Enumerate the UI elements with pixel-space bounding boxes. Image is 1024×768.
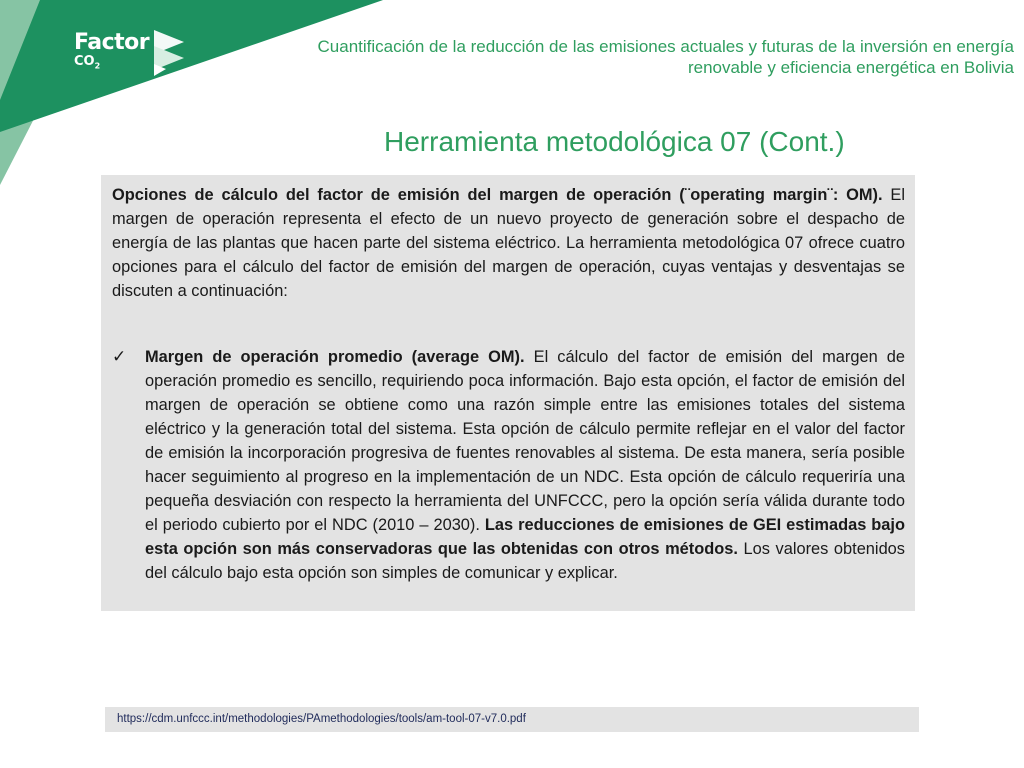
header-title: Cuantificación de la reducción de las emisiones actuales y futuras de la inversión en energía renovable y eficiencia energética en Bolivia — [317, 37, 1014, 77]
bullet-body-1: El cálculo del factor de emisión del margen de operación promedio es sencillo, requiriendo poca información. Bajo esta opción, el factor de emisión del margen de operación se obtiene como una razón simple entre las emisiones totales del sistema eléctrico y la generación total del sistema. Esta opción de cálculo permite reflejar en el valor del factor de emisión la incorporación progresiva de fuentes renovables al sistema. De esta manera, sería posible hacer seguimiento al progreso en la implementación de un NDC. Esta opción de cálculo requeriría una pequeña desviación con respecto la herramienta del UNFCCC, pero la opción sería válida durante todo el periodo cubierto por el NDC (2010 – 2030). — [145, 348, 905, 534]
logo-co2: $CO_2$ — [74, 54, 101, 71]
bullet-text — [145, 345, 905, 585]
content-box — [101, 175, 915, 611]
bullet-heading: Margen de operación promedio (average OM). — [145, 348, 525, 366]
checkmark-icon: ✓ — [112, 347, 127, 366]
corner-decoration — [0, 0, 390, 200]
source-url-link[interactable]: https://cdm.unfccc.int/methodologies/PAmethodologies/tools/am-tool-07-v7.0.pdf — [105, 707, 919, 732]
logo-mark-icon — [152, 30, 186, 76]
factor-co2-logo — [74, 32, 149, 74]
logo-word: Factor — [74, 30, 150, 55]
bullet-emphasis: Las reducciones de emisiones de GEI estimadas bajo esta opción son más conservadoras que las obtenidas con otros métodos. — [145, 516, 905, 558]
intro-heading: Opciones de cálculo del factor de emisión del margen de operación (¨operating margin¨: OM). — [112, 186, 883, 204]
bullet-body-2: Los valores obtenidos del cálculo bajo esta opción son simples de comunicar y explicar. — [145, 540, 905, 582]
intro-text: El margen de operación representa el efecto de un nuevo proyecto de generación sobre el despacho de energía de las plantas que hacen parte del sistema eléctrico. La herramienta metodológica 07 ofrece cuatro opciones para el cálculo del factor de emisión del margen de operación, cuyas ventajas y desventajas se discuten a continuación: — [112, 186, 905, 300]
bullet-average-om — [112, 345, 905, 585]
section-title: Herramienta metodológica 07 (Cont.) — [384, 126, 845, 157]
intro-paragraph — [112, 183, 905, 303]
